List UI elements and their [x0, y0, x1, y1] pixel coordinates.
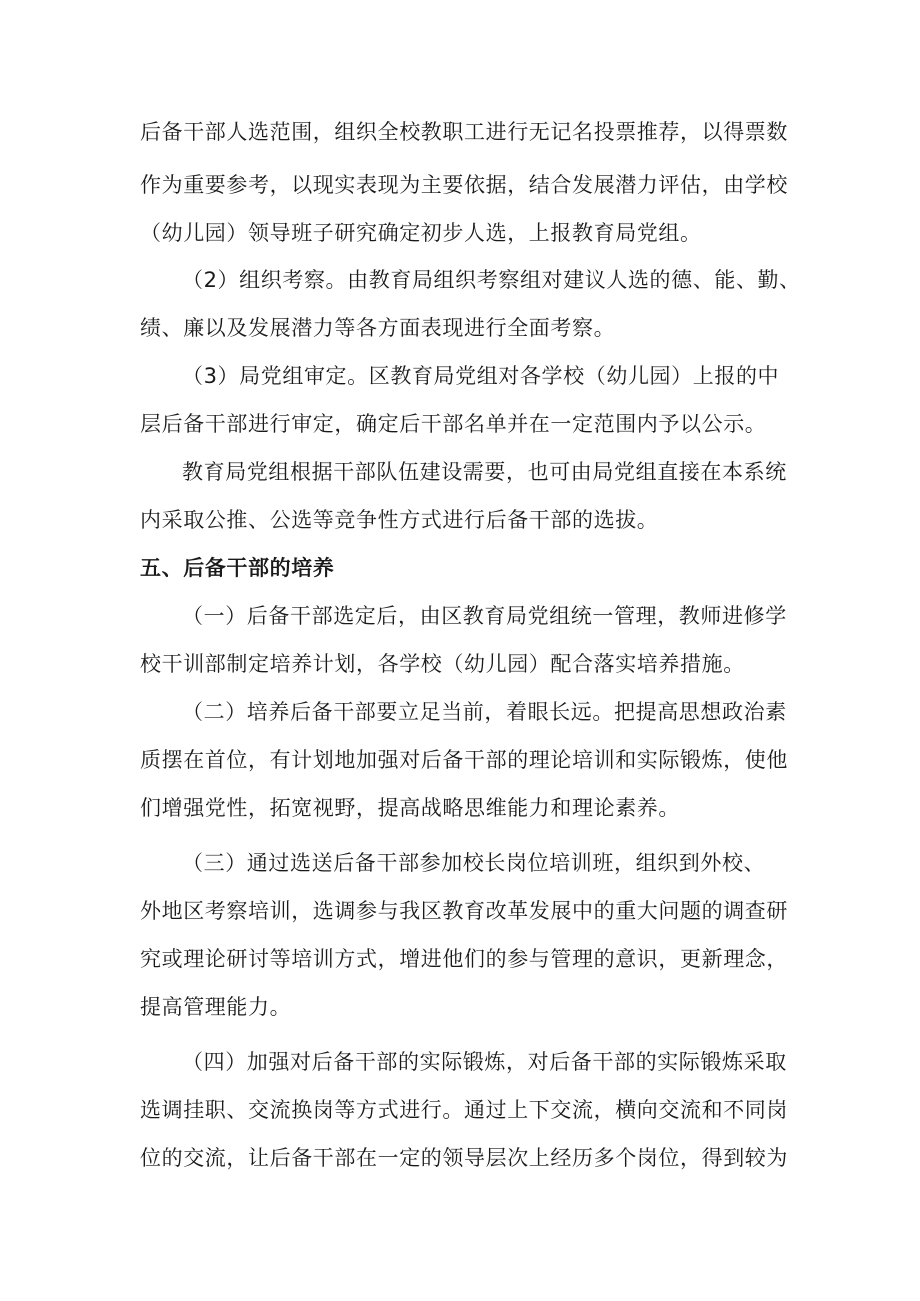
paragraph-line: （3）局党组审定。区教育局党组对各学校（幼儿园）上报的中: [182, 364, 780, 388]
paragraph-line: （四）加强对后备干部的实际锻炼，对后备干部的实际锻炼采取: [182, 1050, 787, 1074]
paragraph-line: 们增强党性，拓宽视野，提高战略思维能力和理论素养。: [140, 796, 680, 820]
paragraph-line: 选调挂职、交流换岗等方式进行。通过上下交流，横向交流和不同岗: [140, 1098, 788, 1122]
paragraph-line: 质摆在首位，有计划地加强对后备干部的理论培训和实际锻炼，使他: [140, 748, 788, 772]
paragraph-line: 位的交流，让后备干部在一定的领导层次上经历多个岗位，得到较为: [140, 1146, 788, 1170]
paragraph-line: 提高管理能力。: [140, 995, 292, 1019]
paragraph-line: （2）组织考察。由教育局组织考察组对建议人选的德、能、勤、: [182, 268, 801, 292]
paragraph-line: 外地区考察培训，选调参与我区教育改革发展中的重大问题的调查研: [140, 899, 788, 923]
paragraph-line: 校干训部制定培养计划，各学校（幼儿园）配合落实培养措施。: [140, 652, 745, 676]
paragraph-line: （一）后备干部选定后，由区教育局党组统一管理，教师进修学: [182, 604, 787, 628]
paragraph-line: 内采取公推、公选等竞争性方式进行后备干部的选拔。: [140, 508, 659, 532]
paragraph-line: （三）通过选送后备干部参加校长岗位培训班，组织到外校、: [182, 851, 766, 875]
paragraph-line: 层后备干部进行审定，确定后干部名单并在一定范围内予以公示。: [140, 412, 767, 436]
paragraph-line: 绩、廉以及发展潜力等各方面表现进行全面考察。: [140, 316, 616, 340]
section-heading: 五、后备干部的培养: [140, 556, 335, 580]
paragraph-line: 究或理论研讨等培训方式，增进他们的参与管理的意识，更新理念，: [140, 947, 788, 971]
paragraph-line: 作为重要参考，以现实表现为主要依据，结合发展潜力评估，由学校: [140, 173, 788, 197]
paragraph-line: （二）培养后备干部要立足当前，着眼长远。把提高思想政治素: [182, 700, 787, 724]
paragraph-line: 后备干部人选范围，组织全校教职工进行无记名投票推荐，以得票数: [140, 120, 788, 144]
paragraph-line: 教育局党组根据干部队伍建设需要，也可由局党组直接在本系统: [182, 460, 787, 484]
paragraph-line: （幼儿园）领导班子研究确定初步人选，上报教育局党组。: [140, 221, 702, 245]
